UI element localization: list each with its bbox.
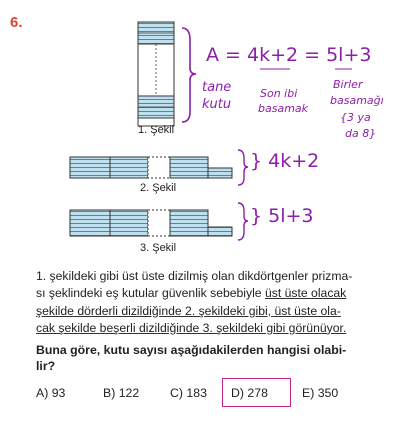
- question-number: 6.: [10, 14, 23, 31]
- handwritten-basamak: basamak: [258, 102, 309, 115]
- question-paragraph: [36, 268, 366, 337]
- paragraph-line-2-plain: sı şeklindeki eş kutular güvenlik sebebiyle: [36, 286, 265, 301]
- option-b[interactable]: B) 122: [103, 386, 140, 400]
- handwritten-3ya: {3 ya: [340, 111, 371, 124]
- figure-3-label: 3. Şekil: [140, 242, 177, 254]
- figure-2-row: [70, 150, 248, 185]
- handwritten-equation: A = 4k+2 = 5l+3: [206, 44, 372, 66]
- figure-3-row: [70, 203, 248, 240]
- handwritten-basamagi: basamağı: [330, 94, 384, 107]
- question-prompt: [36, 342, 366, 374]
- option-a[interactable]: A) 93: [36, 386, 66, 400]
- handwritten-kutu: kutu: [202, 97, 232, 112]
- paragraph-line-3: şekilde dörderli dizildiğinde 2. şekildeki gibi, üst üste ola-: [36, 303, 341, 318]
- question-line-1: Buna göre, kutu sayısı aşağıdakilerden hangisi olabi-: [36, 343, 347, 357]
- handwritten-fig3-expr: } 5l+3: [250, 205, 314, 227]
- figure-1-stack: [138, 22, 196, 126]
- option-d[interactable]: D) 278: [231, 386, 268, 400]
- paragraph-line-1: 1. şekildeki gibi üst üste dizilmiş olan dikdörtgenler prizma-: [36, 269, 353, 283]
- handwritten-sonbir: Son ibi: [260, 87, 298, 100]
- paragraph-line-2-underlined: üst üste olacak: [264, 286, 347, 301]
- question-line-2: lir?: [36, 359, 56, 373]
- handwritten-birler: Birler: [333, 78, 363, 91]
- figure-1-label: 1. Şekil: [138, 124, 175, 136]
- handwritten-tane: tane: [202, 80, 232, 95]
- option-e[interactable]: E) 350: [302, 386, 339, 400]
- paragraph-line-2: [36, 285, 366, 302]
- handwritten-fig2-expr: } 4k+2: [250, 150, 320, 172]
- handwritten-da8: da 8}: [345, 127, 377, 140]
- paragraph-line-4: cak şekilde beşerli dizildiğinde 3. şekildeki gibi görünüyor.: [36, 320, 347, 335]
- option-c[interactable]: C) 183: [170, 386, 207, 400]
- figure-2-label: 2. Şekil: [140, 182, 177, 194]
